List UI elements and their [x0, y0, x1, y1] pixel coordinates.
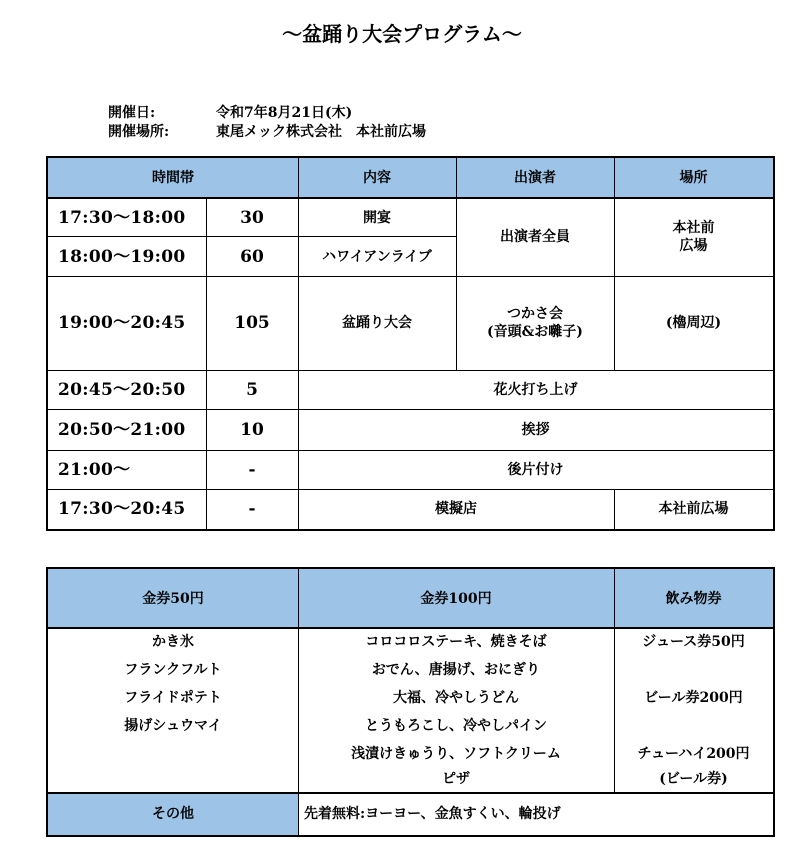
row1-minutes: 30 [240, 207, 264, 228]
ticket-header-drinks: 飲み物券 [614, 569, 773, 628]
merged-performer: 出演者全員 [500, 229, 570, 245]
schedule-divider [48, 276, 773, 277]
schedule-divider [48, 197, 773, 199]
header-time: 時間帯 [48, 158, 298, 198]
place-label: 開催場所: [108, 124, 170, 140]
row7-minutes: - [248, 499, 256, 519]
row3-content: 盆踊り大会 [342, 315, 412, 331]
schedule-divider [48, 370, 773, 371]
row6-minutes: - [248, 459, 256, 480]
row4-content: 花火打ち上げ [493, 381, 578, 398]
list-item: 大福、冷やしうどん [393, 690, 519, 706]
ticket-list-50 [48, 628, 298, 793]
schedule-divider [48, 409, 773, 410]
list-item: ジュース券50円 [642, 634, 745, 650]
place-value: 東尾メック株式会社 本社前広場 [216, 124, 426, 140]
header-performer: 出演者 [456, 158, 614, 198]
date-label: 開催日: [108, 105, 156, 121]
row2-minutes: 60 [240, 246, 264, 267]
row4-minutes: 5 [246, 379, 258, 400]
other-label: その他 [48, 793, 298, 835]
date-value: 令和7年8月21日(木) [216, 105, 353, 121]
row6-content: 後片付け [507, 461, 564, 478]
ticket-header-100: 金券100円 [298, 569, 614, 628]
list-item: (ビール券) [659, 771, 728, 787]
ticket-divider [298, 569, 299, 835]
row3-performer-line1: つかさ会 [507, 306, 563, 322]
other-value: 先着無料:ヨーヨー、金魚すくい、輪投げ [304, 806, 561, 822]
row2-content: ハワイアンライブ [322, 248, 432, 265]
list-item: コロコロステーキ、焼きそば [365, 634, 547, 650]
row1-content: 開宴 [363, 209, 391, 226]
row3-place: (櫓周辺) [665, 315, 722, 331]
list-item: とうもろこし、冷やしパイン [365, 718, 547, 734]
schedule-table [46, 156, 775, 531]
schedule-divider [298, 158, 299, 529]
row5-time: 20:50～21:00 [58, 419, 186, 440]
row2-time: 18:00～19:00 [58, 246, 186, 267]
schedule-divider [206, 198, 207, 529]
list-item: フランクフルト [124, 662, 222, 678]
ticket-divider [48, 792, 773, 794]
list-item: フライドポテト [124, 690, 222, 706]
schedule-divider [48, 450, 773, 451]
row7-content: 模擬店 [435, 501, 477, 517]
ticket-list-drinks [614, 628, 773, 793]
row3-minutes: 105 [234, 313, 270, 333]
page-title: ～盆踊り大会プログラム～ [282, 22, 522, 46]
list-item: おでん、唐揚げ、おにぎり [371, 662, 541, 678]
ticket-divider [48, 627, 773, 629]
row7-place: 本社前広場 [658, 501, 729, 517]
event-info [108, 104, 508, 144]
merged-place [614, 198, 773, 276]
row5-content: 挨拶 [521, 421, 550, 438]
merged-place-line2: 広場 [679, 238, 708, 254]
row6-time: 21:00～ [58, 459, 131, 480]
ticket-table [46, 567, 775, 837]
schedule-divider [456, 158, 457, 370]
list-item: ピザ [442, 771, 470, 787]
list-item: かき氷 [152, 634, 194, 650]
schedule-divider [48, 489, 773, 490]
row3-time: 19:00～20:45 [58, 313, 186, 333]
schedule-divider [48, 236, 456, 237]
ticket-divider [614, 569, 615, 793]
list-item: 揚げシュウマイ [124, 718, 222, 734]
ticket-header-50: 金券50円 [48, 569, 298, 628]
row4-time: 20:45～20:50 [58, 379, 186, 400]
list-item: ビール券200円 [644, 690, 743, 706]
row3-performer [456, 276, 614, 370]
header-place: 場所 [614, 158, 773, 198]
header-content: 内容 [298, 158, 456, 198]
list-item: チューハイ200円 [637, 746, 750, 762]
row7-time: 17:30～20:45 [58, 499, 186, 519]
list-item: 浅漬けきゅうり、ソフトクリーム [351, 746, 561, 762]
row5-minutes: 10 [240, 419, 264, 440]
ticket-list-100 [298, 628, 614, 793]
merged-place-line1: 本社前 [672, 220, 715, 236]
row3-performer-line2: (音頭&お囃子) [487, 324, 583, 340]
schedule-divider [614, 158, 615, 370]
schedule-divider [614, 489, 615, 529]
row1-time: 17:30～18:00 [58, 207, 186, 228]
